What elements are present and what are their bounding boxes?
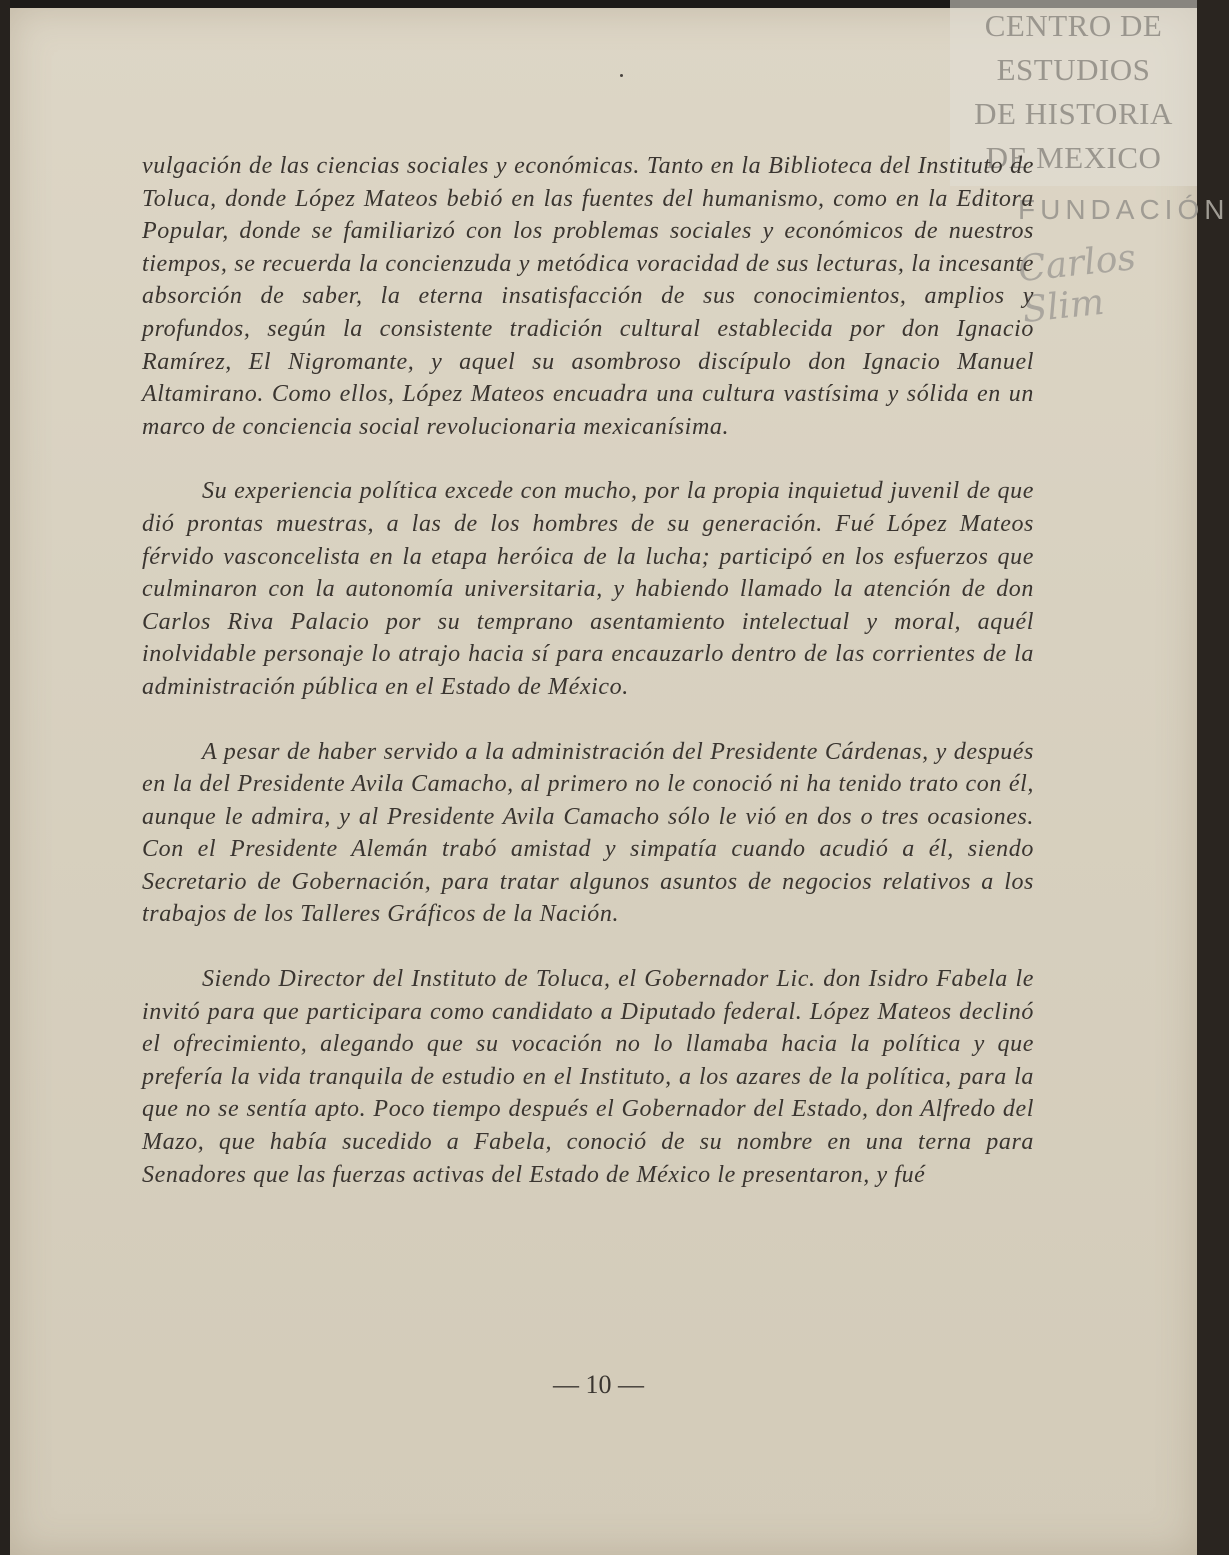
- scan-left-edge: [0, 0, 10, 1555]
- watermark-line-1: CENTRO DE: [984, 8, 1163, 43]
- paragraph-3: A pesar de haber servido a la administración del Presidente Cárdenas, y después en la del Presidente Avila Camacho, al primero no le conoció ni ha tenido trato con él, aunque le admira, y al Presidente Avila Camacho sólo le vió en dos o tres ocasiones. Con el Presidente Alemán trabó amistad y simpatía cuando acudió a él, siendo Secretario de Gobernación, para tratar algunos asuntos de negocios relativos a los trabajos de los Talleres Gráficos de la Nación.: [142, 738, 1034, 928]
- paragraph-1: vulgación de las ciencias sociales y económicas. Tanto en la Biblioteca del Instituto de Toluca, donde López Mateos bebió en las fuentes del humanismo, como en la Editora Popular, donde se familiarizó con los problemas sociales y económicos de nuestros tiempos, se recuerda la concienzuda y metódica voracidad de sus lecturas, la incesante absorción de saber, la eterna insatisfacción de sus conocimientos, amplios y profundos, según la consistente tradición cultural establecida por don Ignacio Ramírez, El Nigromante, y aquel su asombroso discípulo don Ignacio Manuel Altamirano. Como ellos, López Mateos encuadra una cultura vastísima y sólida en un marco de conciencia social revolucionaria mexicanísima.: [142, 153, 1034, 440]
- paragraph-4: Siendo Director del Instituto de Toluca, el Gobernador Lic. don Isidro Fabela le invitó para que participara como candidato a Diputado federal. López Mateos declinó el ofrecimiento, alegando que su vocación no lo llamaba hacia la política y que prefería la vida tranquila de estudio en el Instituto, a los azares de la política, para la que no se sentía apto. Poco tiempo después el Gobernador del Estado, don Alfredo del Mazo, que había sucedido a Fabela, conoció de su nombre en una terna para Senadores que las fuerzas activas del Estado de México le presentaron, y fué: [142, 966, 1034, 1188]
- watermark-line-4: DE MEXICO: [985, 140, 1162, 175]
- watermark-signature: Carlos Slim: [1016, 237, 1138, 332]
- paragraph-2: Su experiencia política excede con mucho, por la propia inquietud juvenil de que dió prontas muestras, a las de los hombres de su generación. Fué López Mateos férvido vasconcelista en la etapa heróica de la lucha; participó en los esfuerzos que culminaron con la autonomía universitaria, y habiendo llamado la atención de don Carlos Riva Palacio por su temprano asentamiento intelectual y moral, aquél inolvidable personaje lo atrajo hacia sí para encauzarlo dentro de las corrientes de la administración pública en el Estado de México.: [142, 478, 1034, 700]
- body-text: [142, 150, 1034, 1223]
- watermark-line-2: ESTUDIOS: [996, 52, 1151, 87]
- page-number: — 10 —: [553, 1370, 644, 1399]
- ink-speck: [620, 74, 623, 77]
- watermark-foundation: FUNDACIÓN: [1018, 194, 1229, 225]
- watermark-line-3: DE HISTORIA: [974, 96, 1173, 131]
